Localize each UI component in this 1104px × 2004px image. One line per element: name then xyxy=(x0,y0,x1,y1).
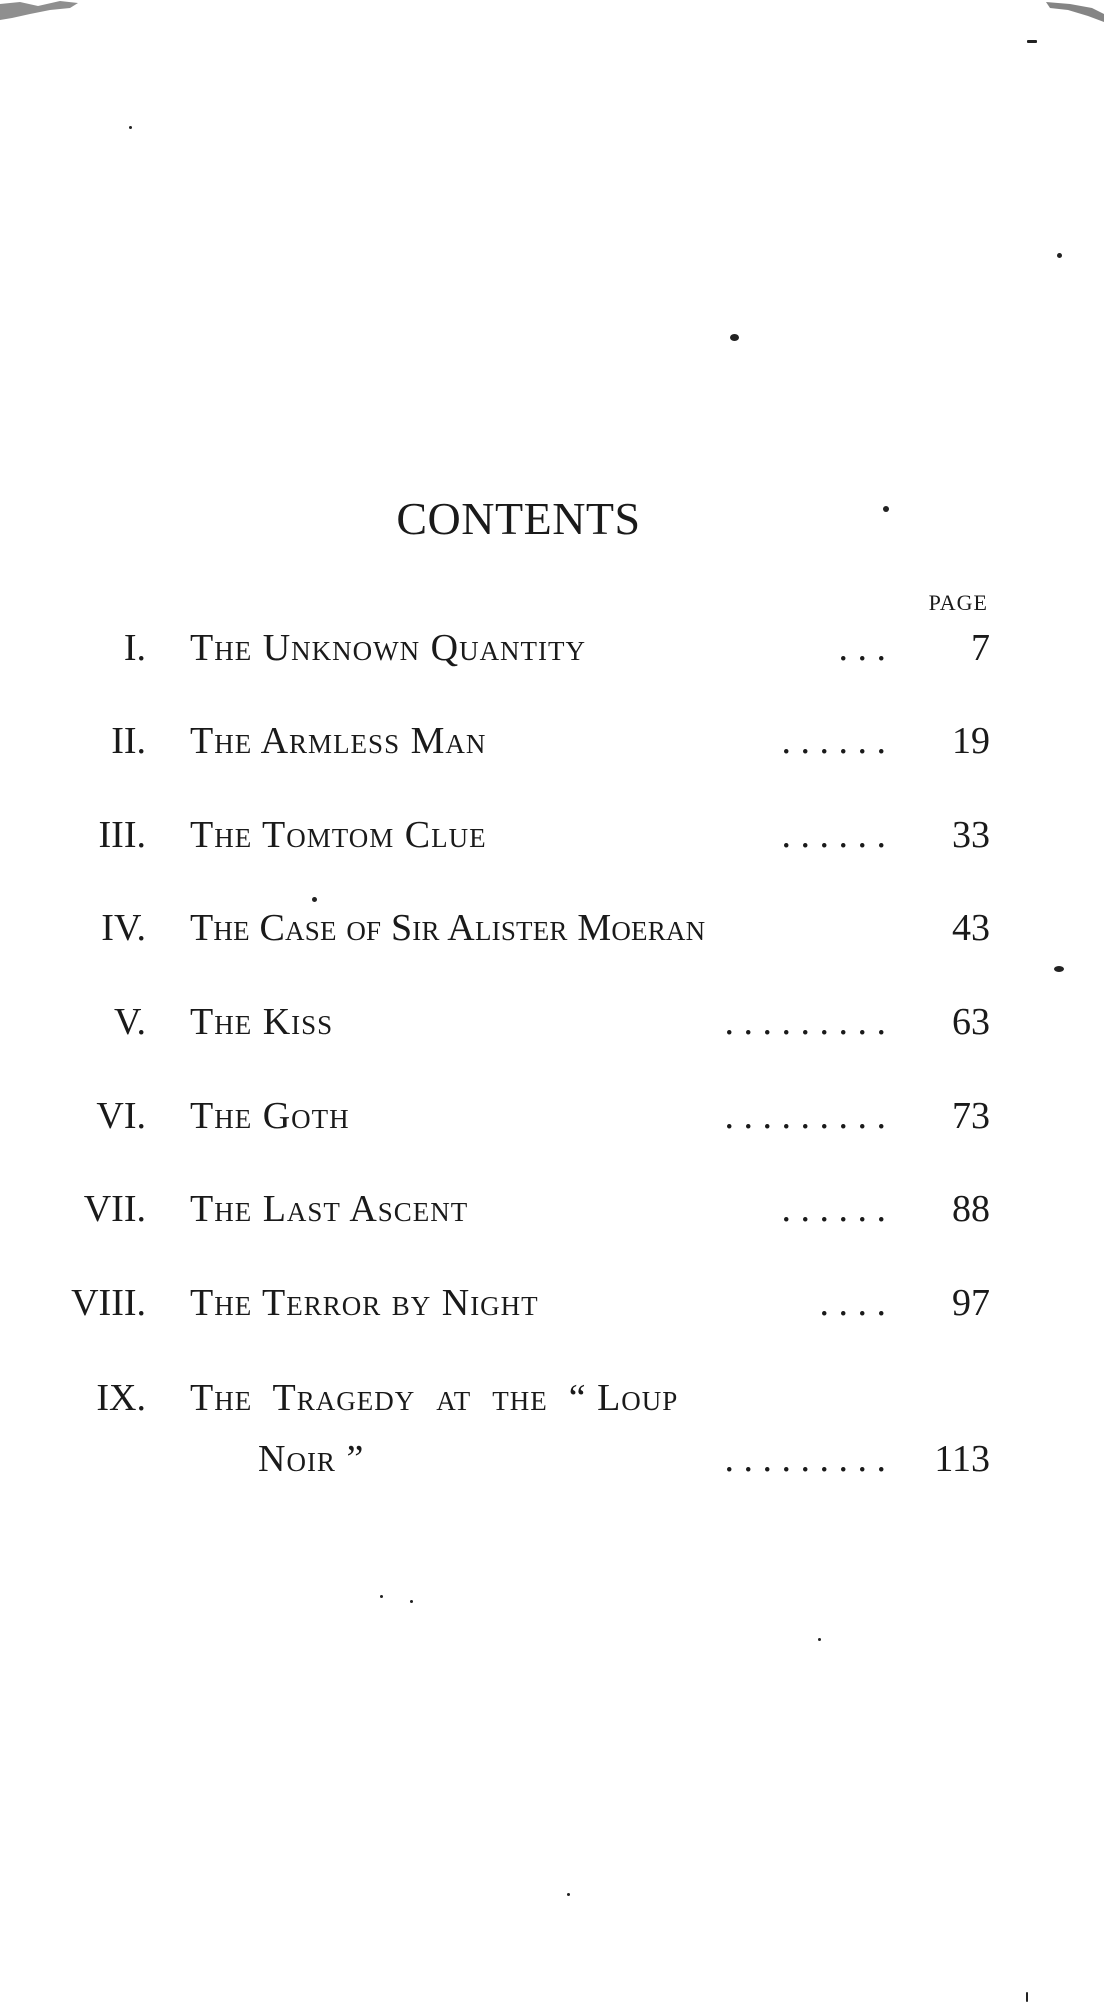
scan-speck xyxy=(129,126,132,129)
chapter-title: The Kiss xyxy=(190,1001,334,1043)
scan-speck xyxy=(567,1893,570,1896)
chapter-title: The Unknown Quantity xyxy=(190,627,587,669)
page-column-label: PAGE xyxy=(928,590,988,615)
chapter-page: 88 xyxy=(952,1188,990,1230)
toc-entry xyxy=(0,1187,1104,1247)
chapter-number: I. xyxy=(123,627,146,669)
scan-speck xyxy=(883,506,889,512)
chapter-title: The Tomtom Clue xyxy=(190,814,487,856)
scan-speck xyxy=(1026,1992,1028,2002)
scan-speck xyxy=(380,1595,383,1598)
chapter-page: 73 xyxy=(952,1095,990,1137)
chapter-page: 43 xyxy=(952,907,990,949)
scan-speck xyxy=(312,897,317,902)
chapter-title: The Terror by Night xyxy=(190,1282,539,1324)
chapter-page: 97 xyxy=(952,1282,990,1324)
page-title: CONTENTS xyxy=(396,493,641,544)
toc-entry-continuation xyxy=(0,1437,1104,1497)
toc-entry xyxy=(0,719,1104,779)
chapter-number: II. xyxy=(111,720,146,762)
chapter-title: The Armless Man xyxy=(190,720,487,762)
chapter-number: IV. xyxy=(101,907,146,949)
chapter-title: The Tragedy at the “ Loup xyxy=(190,1377,679,1419)
chapter-number: IX. xyxy=(96,1377,146,1419)
toc-entry xyxy=(0,1376,1104,1436)
chapter-number: III. xyxy=(98,814,146,856)
scan-smudge xyxy=(0,0,80,22)
leader-dots: . . . xyxy=(838,627,886,669)
leader-dots: . . . . . . . . . xyxy=(724,1095,886,1137)
leader-dots: . . . . . . . . . xyxy=(724,1001,886,1043)
leader-dots: . . . . . . xyxy=(781,814,886,856)
chapter-title: The Last Ascent xyxy=(190,1188,469,1230)
toc-entry xyxy=(0,626,1104,686)
leader-dots: . . . . xyxy=(819,1282,886,1324)
toc-entry xyxy=(0,906,1104,966)
chapter-number: V. xyxy=(113,1001,146,1043)
toc-entry xyxy=(0,813,1104,873)
scan-speck xyxy=(410,1600,413,1603)
scan-speck xyxy=(1057,253,1062,258)
scan-speck xyxy=(1054,966,1064,972)
toc-entry xyxy=(0,1281,1104,1341)
chapter-title: The Case of Sir Alister Moeran xyxy=(190,907,706,949)
chapter-number: VI. xyxy=(96,1095,146,1137)
scan-speck xyxy=(1027,40,1037,43)
chapter-number: VIII. xyxy=(71,1282,146,1324)
scan-smudge xyxy=(1040,0,1104,28)
chapter-page: 7 xyxy=(971,627,990,669)
chapter-page: 113 xyxy=(934,1438,990,1480)
chapter-title-continued: Noir ” xyxy=(258,1438,365,1480)
leader-dots: . . . . . . . . . xyxy=(724,1438,886,1480)
toc-entry xyxy=(0,1000,1104,1060)
chapter-page: 33 xyxy=(952,814,990,856)
chapter-title: The Goth xyxy=(190,1095,350,1137)
leader-dots: . . . . . . xyxy=(781,1188,886,1230)
chapter-page: 19 xyxy=(952,720,990,762)
chapter-page: 63 xyxy=(952,1001,990,1043)
scan-speck xyxy=(730,334,739,341)
leader-dots: . . . . . . xyxy=(781,720,886,762)
scan-speck xyxy=(818,1638,821,1641)
toc-entry xyxy=(0,1094,1104,1154)
chapter-number: VII. xyxy=(83,1188,146,1230)
